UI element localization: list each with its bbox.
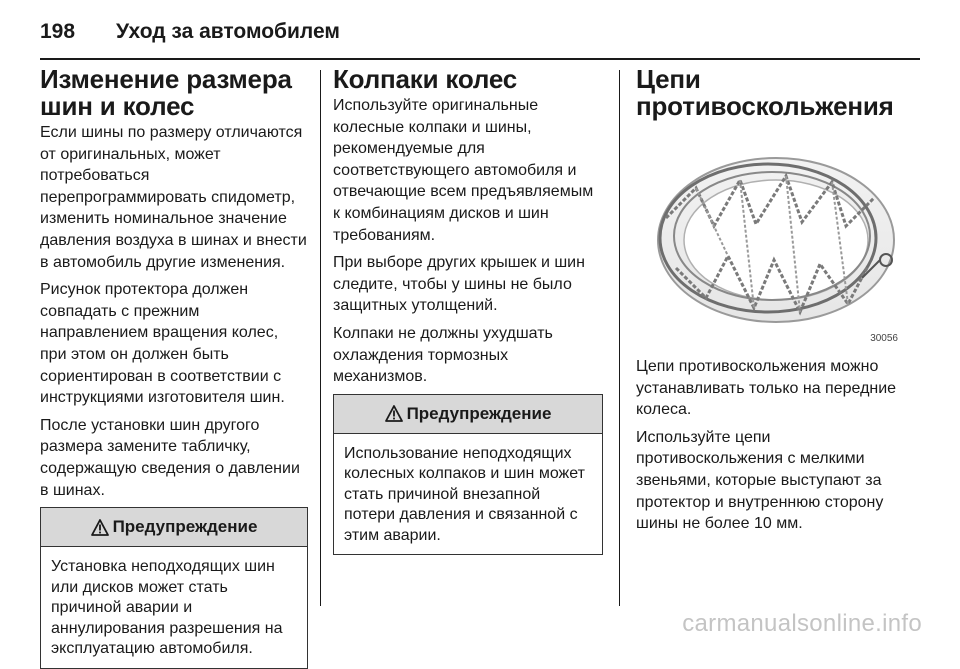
warning-title: Предупреждение (406, 403, 552, 423)
warning-box (40, 507, 308, 669)
page-number: 198 (40, 20, 76, 43)
paragraph: Используйте оригинальные колесные колпаки и шины, рекомендуемые для соответствующего автомобиля и отвечающие всем предъявляемым к комбинациям дисков и шин требованиям. (333, 97, 594, 244)
paragraph: При выборе других крышек и шин следите, чтобы у шины не было защитных утолщений. (333, 254, 585, 315)
section-heading-snow-chains: Цепи противоскольжения (636, 64, 894, 121)
paragraph: Цепи противоскольжения можно устанавливать только на передние колеса. (636, 358, 897, 419)
column-snow-chains (636, 66, 908, 541)
section-heading-wheel-covers: Колпаки колес (333, 64, 518, 94)
watermark: carmanualsonline.info (682, 610, 922, 637)
warning-title: Предупреждение (112, 517, 258, 537)
paragraph: Рисунок протектора должен совпадать с прежним направлением вращения колес, при этом он должен быть сориентирован в соответствии с инструкциями изготовителя шин. (40, 281, 285, 407)
column-wheel-covers (333, 66, 603, 555)
snow-chain-illustration (636, 128, 908, 346)
paragraph: Используйте цепи противоскольжения с мелкими звеньями, которые выступают за протектор и внутреннюю сторону шины не более 10 мм. (636, 428, 884, 533)
warning-header (41, 508, 307, 547)
warning-box (333, 394, 603, 556)
warning-header (334, 395, 602, 434)
header-divider (40, 58, 920, 60)
warning-triangle-icon (385, 405, 403, 422)
snow-chain-figure (636, 128, 908, 346)
warning-text: Использование неподходящих колесных колпаков и шин может стать причиной внезапной потери давления и связанной с этим аварии. (344, 444, 585, 544)
paragraph: После установки шин другого размера замените табличку, содержащую сведения о давлении в шинах. (40, 416, 300, 499)
warning-triangle-icon (91, 519, 109, 536)
page-header (40, 14, 920, 50)
paragraph: Если шины по размеру отличаются от оригинальных, может потребоваться перепрограммировать спидометр, изменить номинальное значение давления воздуха в шинах и внести в автомобиль другие изменения. (40, 124, 307, 271)
column-tire-size (40, 66, 308, 669)
column-divider-2 (619, 70, 620, 606)
figure-code: 30056 (870, 333, 898, 344)
paragraph: Колпаки не должны ухудшать охлаждения тормозных механизмов. (333, 324, 553, 386)
section-heading-tire-size: Изменение размера шин и колес (40, 64, 292, 121)
warning-text: Установка неподходящих шин или дисков может стать причиной аварии и аннулирования разрешения на эксплуатацию автомобиля. (51, 558, 283, 658)
running-title: Уход за автомобилем (116, 20, 340, 43)
column-divider-1 (320, 70, 321, 606)
